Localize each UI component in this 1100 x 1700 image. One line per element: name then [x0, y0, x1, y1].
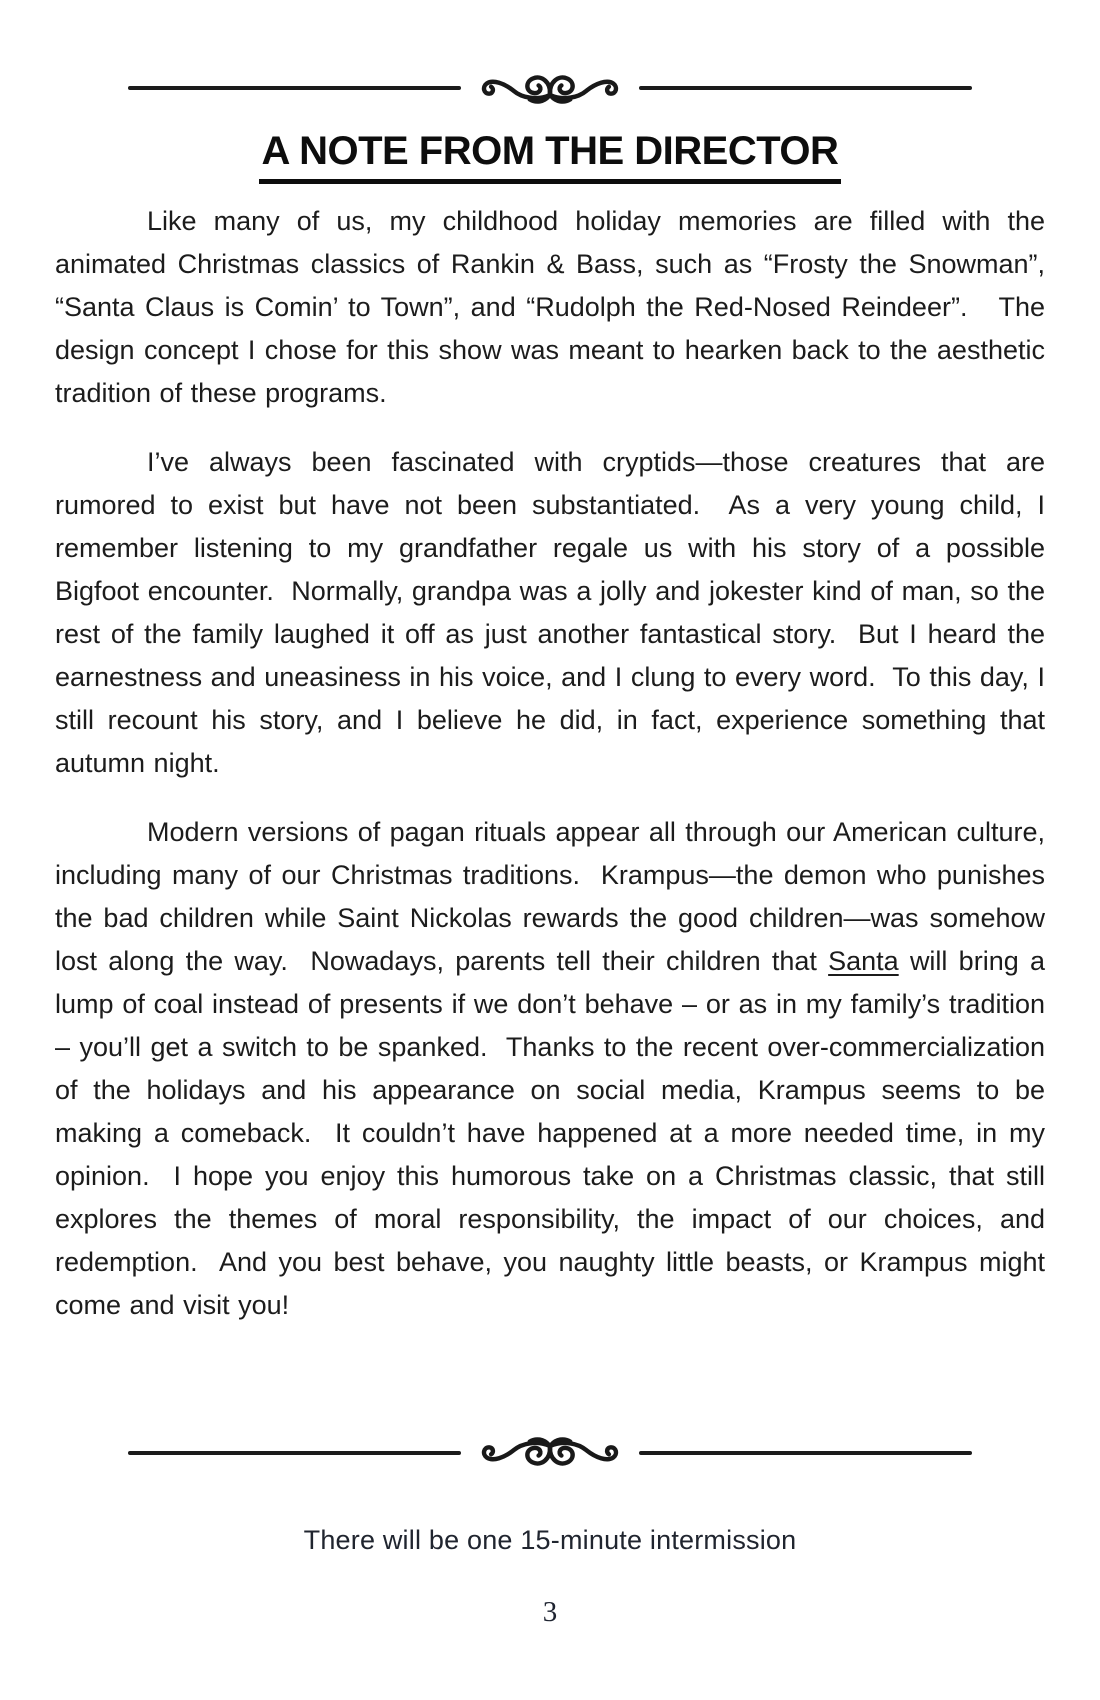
paragraph-text: Like many of us, my childhood holiday memories are filled with the animated Christmas classics of Rankin & Bass, such as “Frosty the Snowman”, “Santa Claus is Comin’ to Town”, and “Rudolph the Red-Nosed Reindeer”. The design concept I chose for this show was meant to hearken back to the aesthetic tradition of these programs. — [55, 206, 1054, 408]
director-note-body — [55, 200, 1054, 1327]
page-title-text: A NOTE FROM THE DIRECTOR — [259, 128, 842, 184]
paragraph-text: will bring a lump of coal instead of presents if we don’t behave – or as in my family’s tradition – you’ll get a switch to be spanked. Thanks to the recent over-commercialization of the holidays and his appearance on social media, Krampus seems to be making a comeback. It couldn’t have happened at a more needed time, in my opinion. I hope you enjoy this humorous take on a Christmas classic, that still explores the themes of moral responsibility, the impact of our choices, and redemption. And you best behave, you naughty little beasts, or Krampus might come and visit you! — [55, 946, 1054, 1320]
top-divider — [128, 62, 972, 114]
bottom-divider — [128, 1427, 972, 1479]
director-note-paragraph — [55, 811, 1054, 1327]
underlined-word: Santa — [828, 946, 899, 976]
paragraph-text: Modern versions of pagan rituals appear all through our American culture, including many of our Christmas traditions. Krampus—the demon who punishes the bad children while Saint Nickolas rewards the good children—was somehow lost along the way. Nowadays, parents tell their children that — [55, 817, 1054, 976]
paragraph-text: I’ve always been fascinated with cryptids—those creatures that are rumored to exist but have not been substantiated. As a very young child, I remember listening to my grandfather regale us with his story of a possible Bigfoot encounter. Normally, grandpa was a jolly and jokester kind of man, so the rest of the family laughed it off as just another fantastical story. But I heard the earnestness and uneasiness in his voice, and I clung to every word. To this day, I still recount his story, and I believe he did, in fact, experience something that autumn night. — [55, 447, 1054, 778]
divider-line-left — [128, 86, 461, 90]
director-note-paragraph — [55, 200, 1054, 415]
flourish-ornament-icon — [455, 62, 645, 114]
page-title — [55, 128, 1045, 184]
director-note-paragraph — [55, 441, 1054, 785]
intermission-note: There will be one 15-minute intermission — [303, 1525, 797, 1555]
divider-line-left — [128, 1451, 461, 1455]
divider-line-right — [639, 86, 972, 90]
divider-line-right — [639, 1451, 972, 1455]
flourish-ornament-icon — [455, 1427, 645, 1479]
page-number: 3 — [542, 1596, 558, 1628]
